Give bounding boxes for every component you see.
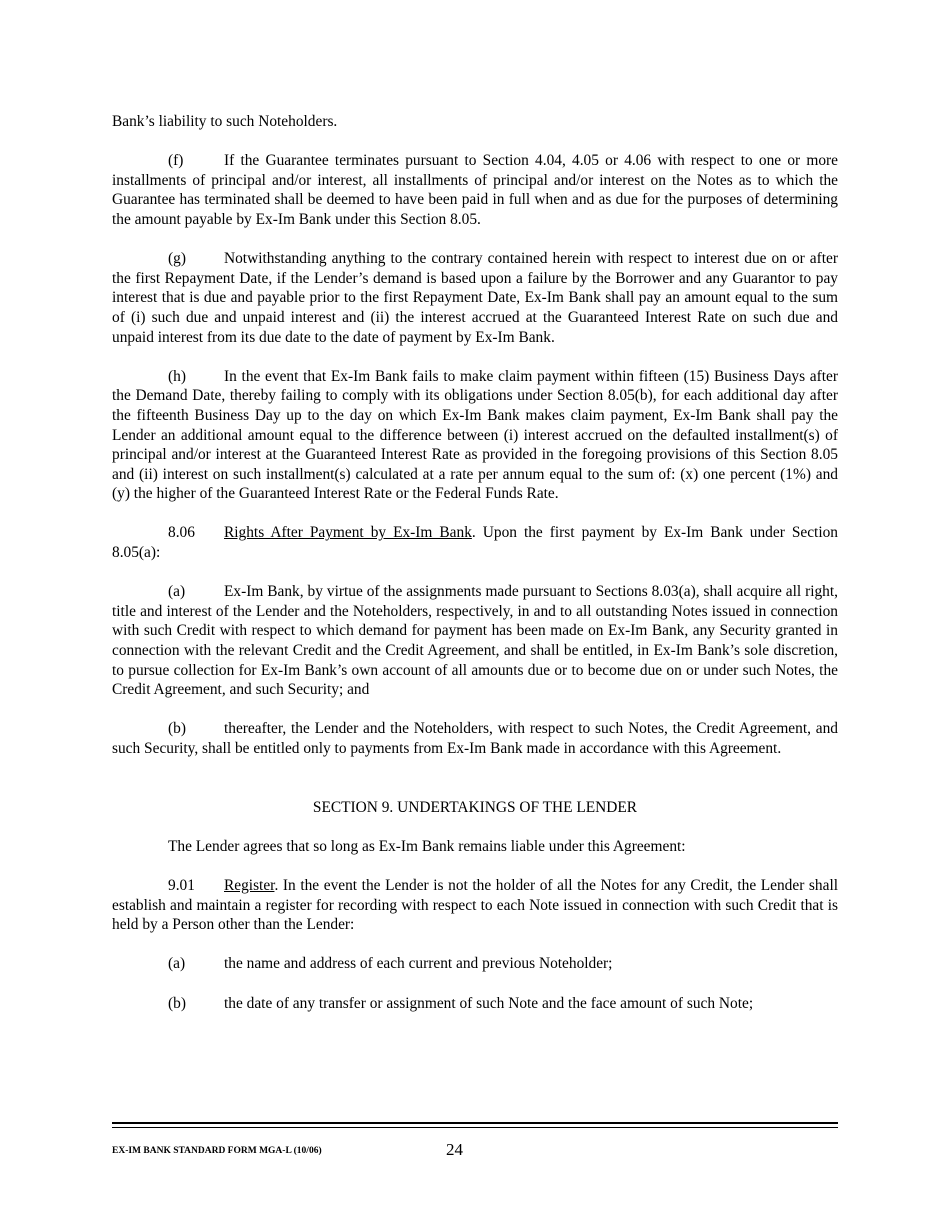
list-item: [168, 954, 838, 974]
section-9-01: [112, 876, 838, 935]
label-b: (b): [168, 720, 186, 738]
label-g: (g): [168, 250, 186, 268]
section-9-01-title: Register: [224, 876, 275, 894]
page-number: 24: [446, 1140, 463, 1159]
text-g: Notwithstanding anything to the contrary contained herein with respect to interest due on or after the first Repayment Date, if the Lender’s demand is based upon a failure by the Borrower and any Guarantor to pay interest that is due and payable prior to the first Repayment Date, Ex-Im Bank shall pay an amount equal to the sum of (i) such due and unpaid interest and (ii) the interest accrued at the Guaranteed Interest Rate on such due and unpaid interest from its due date to the date of payment by Ex-Im Bank.: [112, 250, 838, 346]
section-9-heading: SECTION 9. UNDERTAKINGS OF THE LENDER: [312, 798, 638, 816]
document-body: [112, 112, 838, 1033]
text-a: Ex-Im Bank, by virtue of the assignments made pursuant to Sections 8.03(a), shall acquire all right, title and interest of the Lender and the Noteholders, respectively, in and to all outstanding Notes issued in connection with such Credit with respect to which demand for payment has been made on Ex-Im Bank, any Security granted in connection with the relevant Credit and the Credit Agreement, and shall be entitled, in Ex-Im Bank’s sole discretion, to pursue collection for Ex-Im Bank’s own account of all amounts due or to become due on or under such Notes, the Credit Agreement, and such Security; and: [112, 583, 838, 699]
paragraph-b: [112, 719, 838, 758]
label-a: (a): [168, 583, 186, 601]
text-h: In the event that Ex-Im Bank fails to make claim payment within fifteen (15) Business Days after the Demand Date, thereby failing to comply with its obligations under Section 8.05(b), for each additional day after the fifteenth Business Day up to the day on which Ex-Im Bank makes claim payment, Ex-Im Bank shall pay the Lender an additional amount equal to the difference between (i) interest accrued on the defaulted installment(s) of principal and/or interest at the Guaranteed Interest Rate as provided in the foregoing provisions of this Section 8.05 and (ii) interest on such installment(s) calculated at a rate per annum equal to the sum of: (x) one percent (1%) and (y) the higher of the Guaranteed Interest Rate or the Federal Funds Rate.: [112, 367, 838, 503]
paragraph-a: [112, 582, 838, 700]
paragraph-f: [112, 151, 838, 229]
label-h: (h): [168, 367, 186, 385]
text-b: thereafter, the Lender and the Noteholders, with respect to such Notes, the Credit Agreement, and such Security, shall be entitled only to payments from Ex-Im Bank made in accordance with this Agreement.: [112, 720, 838, 757]
footer-rule-thick: [112, 1122, 838, 1124]
list-item-label: (b): [168, 994, 186, 1012]
section-9-intro: The Lender agrees that so long as Ex-Im Bank remains liable under this Agreement:: [168, 837, 686, 855]
text-f: If the Guarantee terminates pursuant to Section 4.04, 4.05 or 4.06 with respect to one or more installments of principal and/or interest, all installments of principal and/or interest on the Notes as to which the Guarantee has terminated shall be deemed to have been paid in full when and as due for the purposes of determining the amount payable by Ex-Im Bank under this Section 8.05.: [112, 152, 838, 228]
paragraph-h: [112, 367, 838, 504]
list-item-text: the date of any transfer or assignment of such Note and the face amount of such Note;: [224, 994, 754, 1012]
label-f: (f): [168, 152, 184, 170]
footer-form-name: EX-IM BANK STANDARD FORM MGA-L (10/06): [112, 1146, 322, 1156]
section-8-06-title: Rights After Payment by Ex-Im Bank: [224, 524, 472, 542]
section-8-06: [112, 523, 838, 562]
list-item-label: (a): [168, 955, 186, 973]
paragraph-continuation: Bank’s liability to such Noteholders.: [112, 113, 338, 130]
list-item-text: the name and address of each current and previous Noteholder;: [224, 955, 613, 973]
footer-rule-thin: [112, 1127, 838, 1128]
section-9-01-text: . In the event the Lender is not the holder of all the Notes for any Credit, the Lender shall establish and maintain a register for recording with respect to each Note issued in connection with such Credit that is held by a Person other than the Lender:: [112, 876, 838, 934]
section-9-01-number: 9.01: [168, 876, 195, 894]
section-8-06-text: . Upon the first payment by Ex-Im Bank under Section 8.05(a):: [112, 524, 838, 562]
section-8-06-number: 8.06: [168, 524, 195, 542]
list-item: [168, 994, 838, 1014]
paragraph-g: [112, 249, 838, 347]
